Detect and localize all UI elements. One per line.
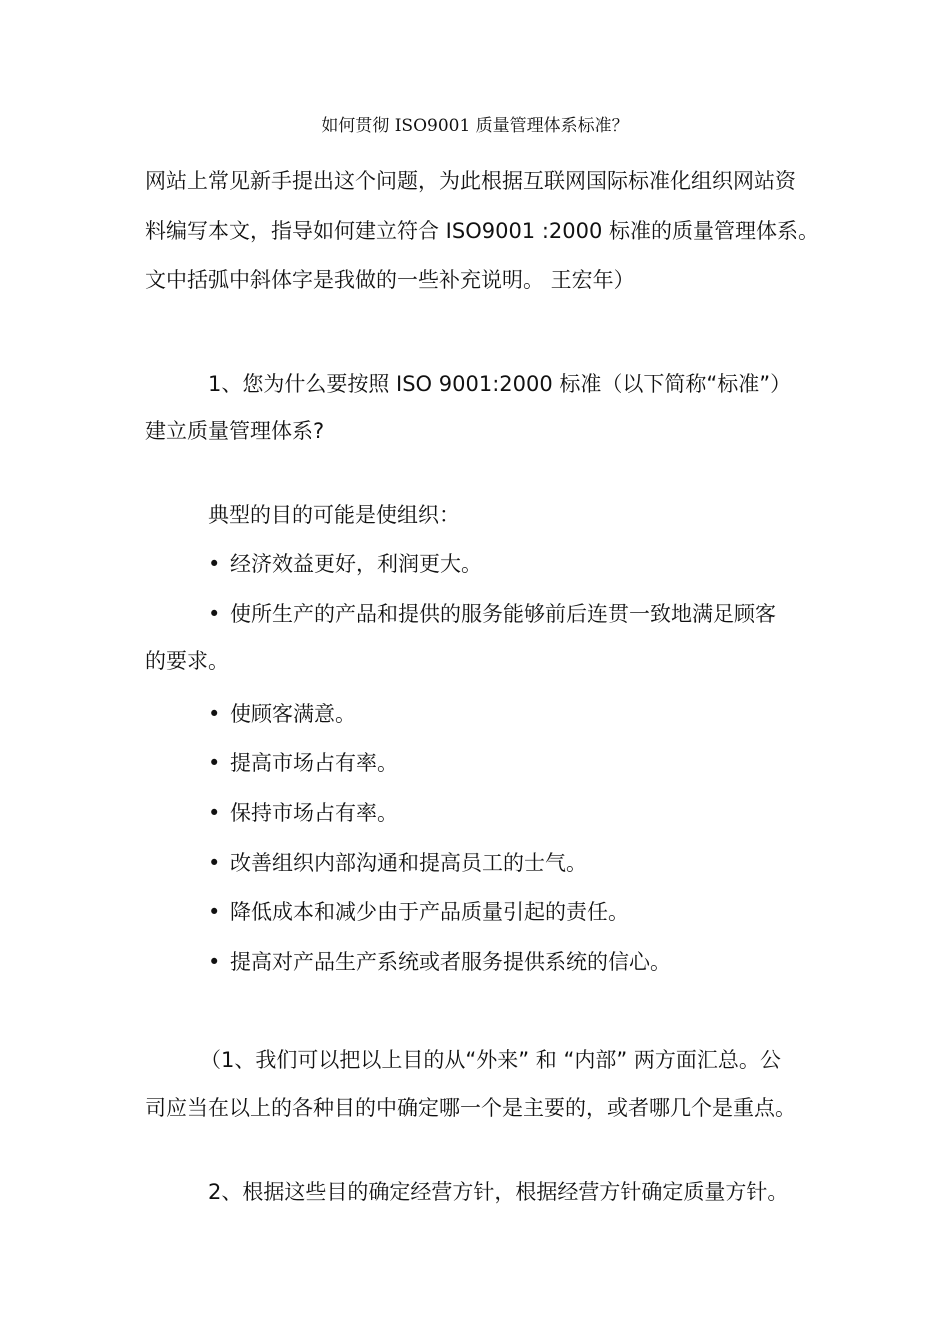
bullet-icon: • <box>208 702 221 726</box>
note-1-line-1: （1、我们可以把以上目的从“外来” 和 “内部” 两方面汇总。公 <box>200 1048 781 1072</box>
list-item-continuation: 的要求。 <box>145 649 229 673</box>
bullet-icon: • <box>208 602 221 626</box>
intro-line-3: 文中括弧中斜体字是我做的一些补充说明。 王宏年） <box>145 268 635 292</box>
bullet-icon: • <box>208 851 221 875</box>
list-item <box>208 549 482 579</box>
bullet-icon: • <box>208 751 221 775</box>
list-item-text: 使顾客满意。 <box>230 702 356 726</box>
bullet-icon: • <box>208 950 221 974</box>
document-title: 如何贯彻 ISO9001 质量管理体系标准？ <box>321 116 629 136</box>
list-item <box>208 599 776 629</box>
question-1-line-2: 建立质量管理体系? <box>145 419 325 443</box>
purpose-intro: 典型的目的可能是使组织： <box>208 503 460 527</box>
bullet-icon: • <box>208 801 221 825</box>
list-item-text: 改善组织内部沟通和提高员工的士气。 <box>230 851 587 875</box>
note-2: 2、根据这些目的确定经营方针，根据经营方针确定质量方针。 <box>208 1180 789 1204</box>
list-item-text: 经济效益更好，利润更大。 <box>230 552 482 576</box>
list-item <box>208 748 398 778</box>
list-item-text: 降低成本和减少由于产品质量引起的责任。 <box>230 900 629 924</box>
list-item-text: 提高市场占有率。 <box>230 751 398 775</box>
intro-line-1: 网站上常见新手提出这个问题，为此根据互联网国际标准化组织网站资 <box>145 169 796 193</box>
list-item <box>208 798 398 828</box>
list-item <box>208 848 587 878</box>
list-item-text: 使所生产的产品和提供的服务能够前后连贯一致地满足顾客 <box>230 602 776 626</box>
bullet-icon: • <box>208 900 221 924</box>
list-item-text: 提高对产品生产系统或者服务提供系统的信心。 <box>230 950 671 974</box>
list-item-text: 保持市场占有率。 <box>230 801 398 825</box>
intro-line-2: 料编写本文，指导如何建立符合 ISO9001 :2000 标准的质量管理体系。 <box>145 219 820 243</box>
bullet-icon: • <box>208 552 221 576</box>
list-item <box>208 947 671 977</box>
note-1-line-2: 司应当在以上的各种目的中确定哪一个是主要的，或者哪几个是重点。 <box>145 1096 796 1120</box>
list-item <box>208 897 629 927</box>
question-1-line-1: 1、您为什么要按照 ISO 9001:2000 标准（以下简称“标准”） <box>208 372 792 396</box>
list-item <box>208 699 356 729</box>
